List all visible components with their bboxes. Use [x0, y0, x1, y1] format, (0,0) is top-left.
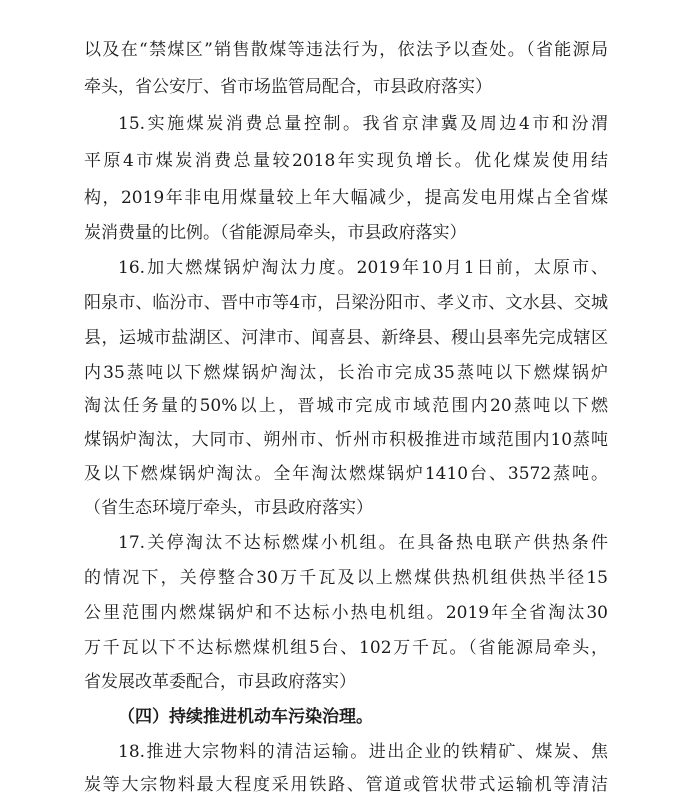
text-line: 公里范围内燃煤锅炉和不达标小热电机组。2019年全省淘汰30 — [84, 603, 608, 623]
text-line: 牵头，省公安厅、省市场监管局配合，市县政府落实） — [84, 77, 492, 97]
paragraph-18-start: 18.推进大宗物料的清洁运输。进出企业的铁精矿、煤炭、焦 — [118, 742, 608, 762]
text-line: 万千瓦以下不达标燃煤机组5台、102万千瓦。（省能源局牵头， — [84, 638, 608, 658]
text-line: 的情况下，关停整合30万千瓦及以上燃煤供热机组供热半径15 — [84, 568, 608, 588]
text-line: 以及在“禁煤区”销售散煤等违法行为，依法予以查处。（省能源局 — [84, 40, 608, 60]
text-line: 炭消费量的比例。（省能源局牵头，市县政府落实） — [84, 223, 467, 243]
text-line: 省发展改革委配合，市县政府落实） — [84, 672, 356, 692]
section-heading: （四）持续推进机动车污染治理。 — [118, 707, 373, 727]
text-line: （省生态环境厅牵头，市县政府落实） — [84, 498, 373, 518]
paragraph-15-start: 15.实施煤炭消费总量控制。我省京津冀及周边4市和汾渭 — [118, 114, 608, 134]
text-line: 阳泉市、临汾市、晋中市等4市，吕梁汾阳市、孝义市、文水县、交城 — [84, 293, 608, 313]
text-line: 煤锅炉淘汰，大同市、朔州市、忻州市积极推进市域范围内10蒸吨 — [84, 430, 608, 450]
paragraph-16-start: 16.加大燃煤锅炉淘汰力度。2019年10月1日前，太原市、 — [118, 258, 608, 278]
paragraph-17-start: 17.关停淘汰不达标燃煤小机组。在具备热电联产供热条件 — [118, 533, 608, 553]
text-line: 炭等大宗物料最大程度采用铁路、管道或管状带式运输机等清洁 — [84, 775, 608, 794]
text-line: 构，2019年非电用煤量较上年大幅减少，提高发电用煤占全省煤 — [84, 188, 608, 208]
text-line: 县，运城市盐湖区、河津市、闻喜县、新绛县、稷山县率先完成辖区 — [84, 328, 608, 348]
text-line: 淘汰任务量的50%以上，晋城市完成市域范围内20蒸吨以下燃 — [84, 396, 608, 416]
text-line: 及以下燃煤锅炉淘汰。全年淘汰燃煤锅炉1410台、3572蒸吨。 — [84, 464, 608, 484]
text-line: 内35蒸吨以下燃煤锅炉淘汰，长治市完成35蒸吨以下燃煤锅炉 — [84, 363, 608, 383]
text-line: 平原4市煤炭消费总量较2018年实现负增长。优化煤炭使用结 — [84, 151, 608, 171]
